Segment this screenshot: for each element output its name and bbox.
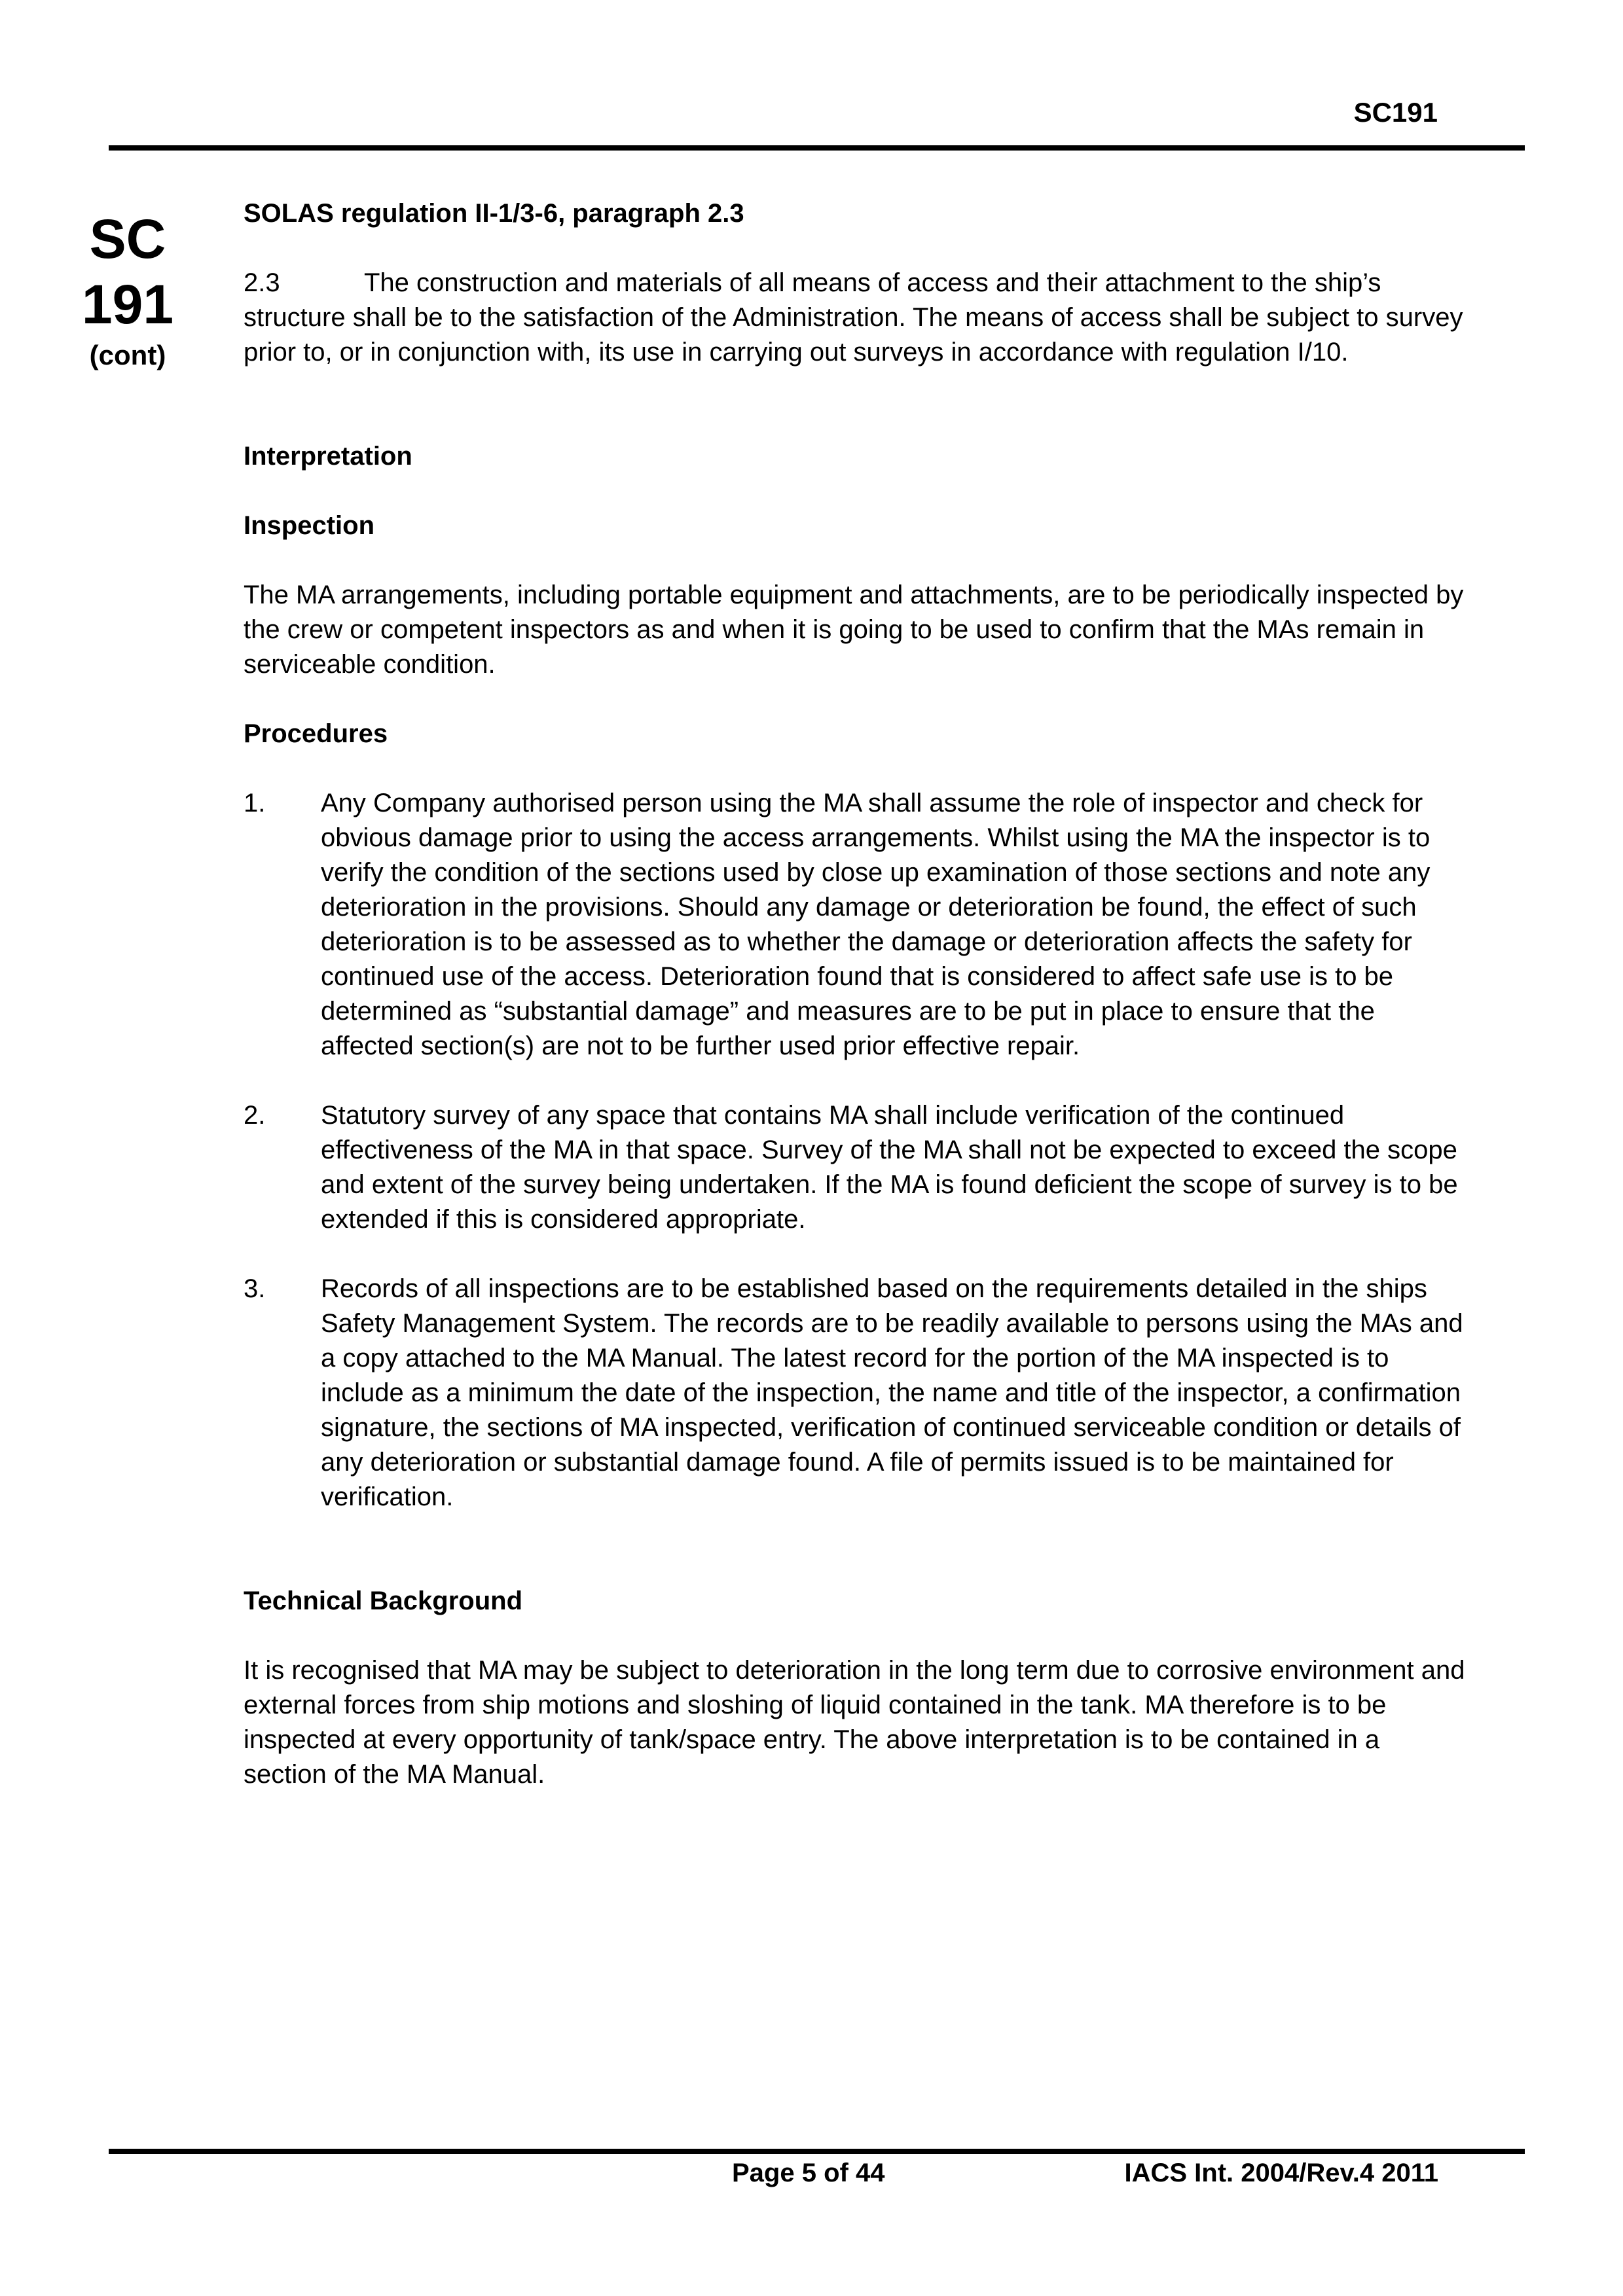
inspection-text: The MA arrangements, including portable equipment and attachments, are to be periodically inspected by the crew or competent inspectors as and when it is going to be used to confirm that the MAs remain in serviceable condition. [244,581,1464,679]
procedure-text: Records of all inspections are to be established based on the requirements detailed in the ships Safety Management System. The records are to be readily available to persons using the MAs and a copy attached to the MA Manual. The latest record for the portion of the MA inspected is to include as a minimum the date of the inspection, the name and title of the inspector, a confirmation signature, the sections of MA inspected, verification of continued serviceable condition or details of any deterioration or substantial damage found. A file of permits issued is to be maintained for verification. [321,1274,1463,1511]
procedure-text: Any Company authorised person using the MA shall assume the role of inspector and check for obvious damage prior to using the access arrangements. Whilst using the MA the inspector is to verify the condition of the sections used by close up examination of those sections and note any deterioration in the provisions. Should any damage or deterioration be found, the effect of such deterioration is to be assessed as to whether the damage or deterioration affects the safety for continued use of the access. Deterioration found that is considered to affect safe use is to be determined as “substantial damage” and measures are to be put in place to ensure that the affected section(s) are not to be further used prior effective repair. [321,789,1431,1060]
header-rule [109,145,1525,151]
technical-background-text: It is recognised that MA may be subject to deterioration in the long term due to corrosive environment and external forces from ship motions and sloshing of liquid contained in the tank. MA therefore is to be inspected at every opportunity of tank/space entry. The above interpretation is to be contained in a section of the MA Manual. [244,1656,1465,1789]
inspection-heading: Inspection [244,511,375,540]
regulation-number: 2.3 [244,268,280,297]
sidebar-number: 191 [81,274,174,335]
document-reference: IACS Int. 2004/Rev.4 2011 [1124,2159,1438,2187]
procedure-item-1 [244,786,1468,1064]
header-code: SC191 [1353,97,1438,128]
procedure-number: 3. [244,1274,266,1303]
regulation-paragraph [244,266,1468,370]
regulation-text: The construction and materials of all means of access and their attachment to the ship’s structure shall be to the satisfaction of the Administration. The means of access shall be subject to survey prior to, or in conjunction with, its use in carrying out surveys in accordance with regulation I/10. [244,268,1463,367]
regulation-title: SOLAS regulation II-1/3-6, paragraph 2.3 [244,199,744,228]
technical-background-heading: Technical Background [244,1587,523,1615]
procedure-item-2 [244,1098,1468,1237]
procedure-text: Statutory survey of any space that contains MA shall include verification of the continued effectiveness of the MA in that space. Survey of the MA shall not be expected to exceed the scope and extent of the survey being undertaken. If the MA is found deficient the scope of survey is to be extended if this is considered appropriate. [321,1101,1458,1234]
interpretation-heading: Interpretation [244,442,412,471]
sidebar-label [72,206,183,374]
procedure-item-3 [244,1272,1468,1515]
footer-rule [109,2149,1525,2154]
procedure-number: 1. [244,789,266,817]
sidebar-cont: (cont) [89,340,166,370]
document-body [244,196,1468,1792]
sidebar-sc: SC [89,208,166,270]
procedure-number: 2. [244,1101,266,1130]
page-number: Page 5 of 44 [732,2159,885,2187]
procedures-heading: Procedures [244,719,388,748]
